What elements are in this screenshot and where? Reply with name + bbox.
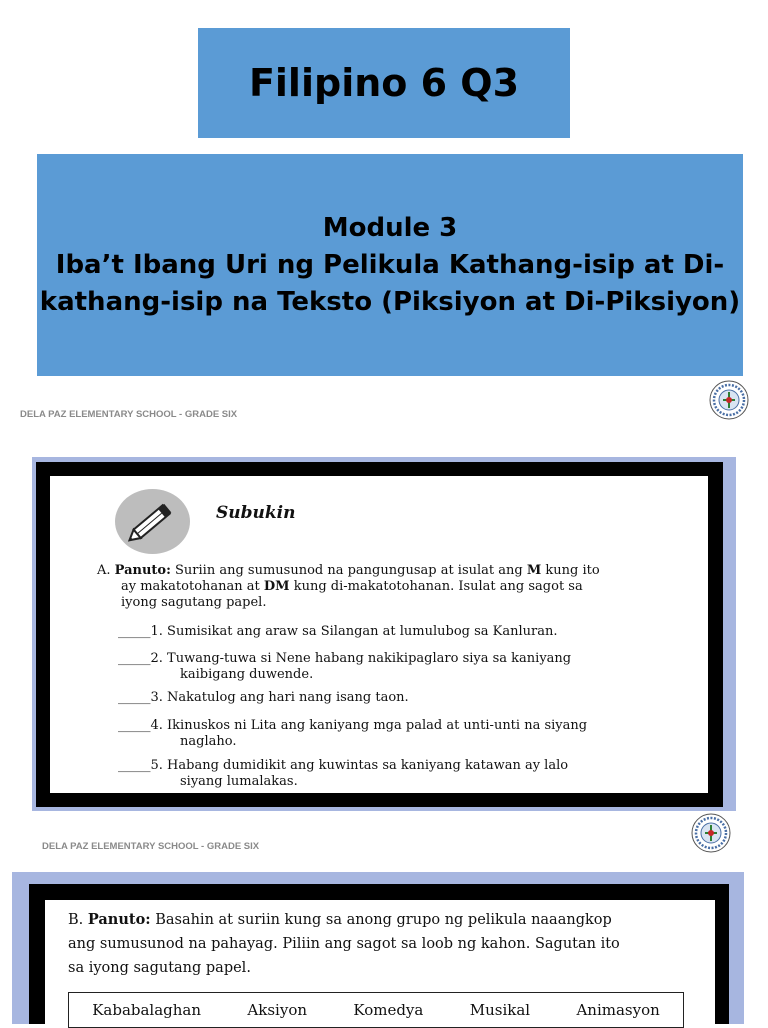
list-item: _____3. Nakatulog ang hari nang isang taon. (118, 690, 409, 705)
module-title-line2: kathang-isip na Teksto (Piksiyon at Di-Piksiyon) (39, 286, 741, 317)
school-footer: DELA PAZ ELEMENTARY SCHOOL - GRADE SIX (20, 409, 238, 420)
school-footer: DELA PAZ ELEMENTARY SCHOOL - GRADE SIX (42, 841, 260, 852)
list-item: _____2. Tuwang-tuwa si Nene habang nakikipaglaro siya sa kaniyang kaibigang duwende. (118, 651, 572, 682)
choice-musikal: Musikal (469, 1001, 531, 1019)
choice-komedya: Komedya (353, 1001, 424, 1019)
pencil-icon (115, 489, 190, 554)
choices-box (68, 992, 684, 1028)
worksheet-page (50, 476, 708, 793)
list-item: _____1. Sumisikat ang araw sa Silangan at lumulubog sa Kanluran. (118, 624, 558, 639)
school-seal-icon (709, 380, 749, 420)
list-item: _____5. Habang dumidikit ang kuwintas sa kaniyang katawan ay lalo siyang lumalakas. (118, 758, 569, 789)
school-seal-icon (691, 813, 731, 853)
worksheet-page (45, 900, 715, 1024)
module-banner (37, 154, 743, 376)
page-title: Filipino 6 Q3 (248, 61, 520, 105)
section-heading: Subukin (216, 503, 296, 523)
choice-aksiyon: Aksiyon (247, 1001, 308, 1019)
choice-kababalaghan: Kababalaghan (92, 1001, 202, 1019)
title-banner (198, 28, 570, 138)
choice-animasyon: Animasyon (576, 1001, 660, 1019)
pencil-badge (115, 489, 190, 554)
instruction: B. Panuto: Basahin at suriin kung sa anong grupo ng pelikula naaangkop ang sumusunod na pahayag. Piliin ang sagot sa loob ng kahon. Sagutan ito sa iyong sagutang papel. (68, 911, 620, 976)
instruction: A. Panuto: Suriin ang sumusunod na pangungusap at isulat ang M kung ito ay makatotohanan at DM kung di-makatotohanan. Isulat ang sagot sa iyong sagutang papel. (97, 563, 600, 610)
module-number: Module 3 (322, 212, 458, 243)
module-title-line1: Iba’t Ibang Uri ng Pelikula Kathang-isip at Di- (55, 249, 725, 280)
list-item: _____4. Ikinuskos ni Lita ang kaniyang mga palad at unti-unti na siyang naglaho. (118, 718, 588, 749)
